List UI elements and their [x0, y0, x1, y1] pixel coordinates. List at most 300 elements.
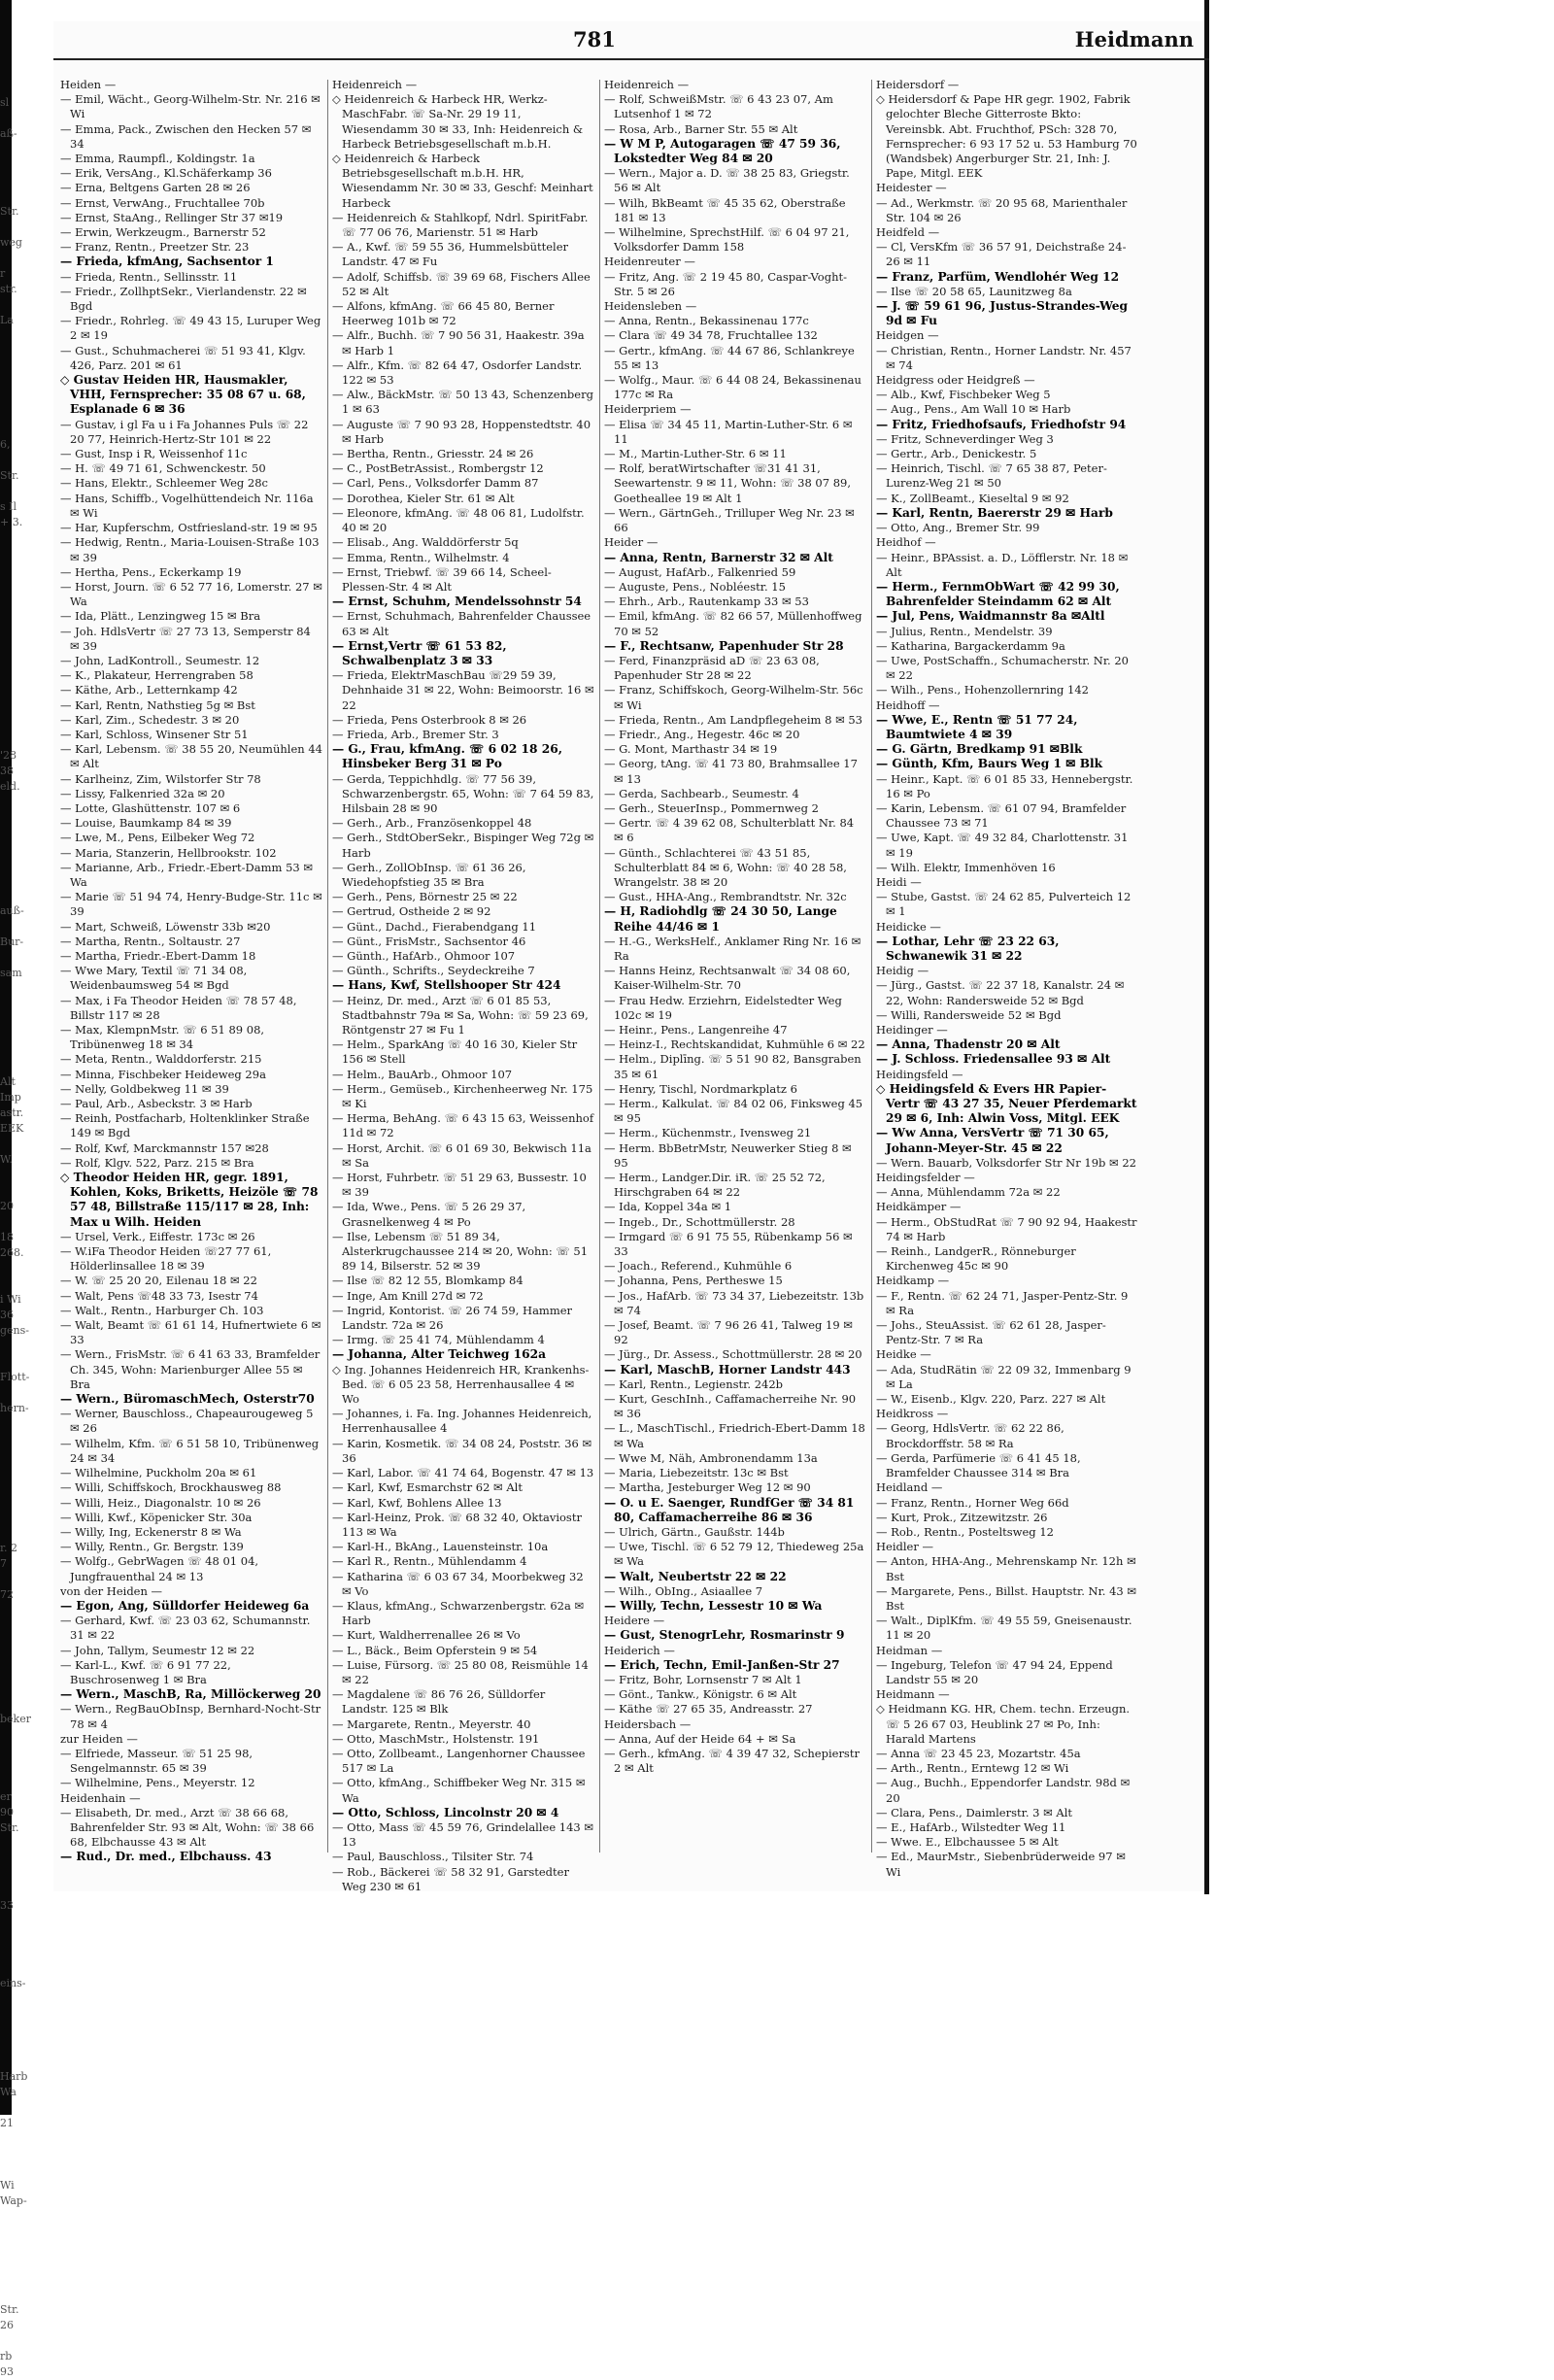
margin-fragment: rb — [0, 2350, 13, 2363]
directory-entry: — Maria, Stanzerin, Hellbrookstr. 102 — [60, 845, 277, 860]
page-header — [53, 21, 1209, 60]
directory-entry: — Gerh., StdtOberSekr., Bispinger Weg 72g ✉ Harb — [332, 831, 594, 860]
margin-fragment: 26 — [0, 2319, 14, 2331]
directory-entry: Heidenreuter — — [604, 255, 695, 269]
directory-entry: — John, LadKontroll., Seumestr. 12 — [60, 653, 260, 667]
column-divider — [599, 80, 600, 1853]
directory-entry: Heidgen — — [876, 328, 939, 343]
directory-entry: — Bertha, Rentn., Griesstr. 24 ✉ 26 — [332, 447, 534, 461]
directory-entry: Heider — — [604, 535, 659, 550]
margin-fragment — [0, 2240, 56, 2256]
directory-entry: — Karl, Rentn, Nathstieg 5g ✉ Bst — [60, 697, 255, 712]
directory-entry: Heidicke — — [876, 919, 941, 934]
margin-fragment: r. 2 — [0, 1542, 18, 1554]
directory-entry: — Frieda, ElektrMaschBau ☏29 59 39, Dehnhaide 31 ✉ 22, Wohn: Beimoorstr. 16 ✉ 22 — [332, 668, 594, 712]
margin-fragment — [0, 2054, 56, 2069]
margin-fragment — [0, 391, 56, 406]
margin-fragment — [0, 1914, 56, 1929]
directory-entry: — Ilse, Lebensm ☏ 51 89 34, Alsterkrugchaussee 214 ✉ 20, Wohn: ☏ 51 89 14, Bilserstr. 52 ✉ 39 — [332, 1229, 589, 1274]
margin-fragment — [0, 2271, 56, 2287]
margin-fragment: eins- — [0, 1977, 26, 1989]
directory-entry: — Alfr., Buchh. ☏ 7 90 56 31, Haakestr. 39a ✉ Harb 1 — [332, 328, 585, 357]
directory-entry: Heidenreich — — [332, 78, 418, 91]
directory-entry: — Karl, Rentn, Baererstr 29 ✉ Harb — [876, 505, 1113, 520]
margin-fragment — [0, 639, 56, 655]
directory-entry: — Helm., Diplīng. ☏ 5 51 90 82, Bansgraben 35 ✉ 61 — [604, 1052, 861, 1081]
directory-entry: — W M P, Autogaragen ☏ 47 59 36, Lokstedter Weg 84 ✉ 20 — [604, 136, 841, 166]
margin-fragment — [0, 251, 56, 266]
directory-entry: — Magdalene ☏ 86 76 26, Sülldorfer Landstr. 125 ✉ Blk — [332, 1687, 546, 1717]
directory-entry: — Anna, Rentn., Bekassinenau 177c — [604, 314, 809, 328]
column-divider — [871, 80, 872, 1853]
directory-entry: — Hanns Heinz, Rechtsanwalt ☏ 34 08 60, Kaiser-Wilhelm-Str. 70 — [604, 964, 851, 993]
margin-fragment: Flott- — [0, 1371, 30, 1383]
directory-entry: Heidi — — [876, 874, 922, 889]
directory-entry: — Auguste ☏ 7 90 93 28, Hoppenstedtstr. 40 ✉ Harb — [332, 417, 591, 446]
directory-entry: — Werner, Bauschloss., Chapeaurougeweg 5 ✉ 26 — [60, 1407, 314, 1436]
margin-fragment — [0, 1028, 56, 1043]
margin-fragment: 38 — [0, 765, 14, 777]
margin-fragment — [0, 561, 56, 577]
directory-entry: — Frieda, Rentn., Sellinsstr. 11 — [60, 269, 238, 284]
directory-entry: — Walt., DiplKfm. ☏ 49 55 59, Gneisenaustr. 11 ✉ 20 — [876, 1614, 1132, 1643]
directory-entry: — Ad., Werkmstr. ☏ 20 95 68, Marienthaler Str. 104 ✉ 26 — [876, 195, 1128, 224]
directory-entry: ◇ Gustav Heiden HR, Hausmakler, VHH, Fernsprecher: 35 08 67 u. 68, Esplanade 6 ✉ 36 — [60, 373, 306, 417]
directory-entry: — M., Martin-Luther-Str. 6 ✉ 11 — [604, 447, 787, 461]
directory-entry: — Nelly, Goldbekweg 11 ✉ 39 — [60, 1081, 229, 1096]
directory-entry: — Ida, Plätt., Lenzingweg 15 ✉ Bra — [60, 609, 261, 624]
margin-fragment: W. — [0, 1153, 13, 1166]
directory-entry: — Josef, Beamt. ☏ 7 96 26 41, Talweg 19 ✉ 92 — [604, 1318, 853, 1347]
directory-entry: — Anna, Thadenstr 20 ✉ Alt — [876, 1037, 1061, 1052]
directory-entry: — Gertr. ☏ 4 39 62 08, Schulterblatt Nr. 84 ✉ 6 — [604, 816, 855, 845]
margin-fragment — [0, 1696, 56, 1712]
directory-entry: Heidinger — — [876, 1023, 948, 1037]
directory-entry: — Herm., Gemüseb., Kirchenheerweg Nr. 175 ✉ Ki — [332, 1081, 593, 1111]
directory-entry: — Clara ☏ 49 34 78, Fruchtallee 132 — [604, 328, 818, 343]
directory-entry: — Louise, Baumkamp 84 ✉ 39 — [60, 816, 232, 831]
margin-fragment — [0, 484, 56, 499]
scan-margin — [1209, 0, 1554, 1899]
directory-entry: — Gust., HHA-Ang., Rembrandtstr. Nr. 32c — [604, 890, 847, 904]
directory-entry: — Wwe M, Näh, Ambronendamm 13a — [604, 1450, 818, 1465]
directory-entry: Heidingsfelder — — [876, 1171, 975, 1185]
margin-fragment — [0, 608, 56, 624]
directory-entry: — Martha, Jesteburger Weg 12 ✉ 90 — [604, 1480, 811, 1495]
directory-entry: — Wilh., Pens., Hohenzollernring 142 — [876, 683, 1089, 697]
margin-fragment — [0, 1059, 56, 1074]
margin-fragment: Bur- — [0, 935, 24, 948]
directory-entry: — Ernst, Schuhm, Mendelssohnstr 54 — [332, 595, 582, 609]
margin-fragment — [0, 1743, 56, 1758]
directory-entry: — Ferd, Finanzpräsid aD ☏ 23 63 08, Papenhuder Str 28 ✉ 22 — [604, 653, 820, 683]
directory-entry: — Heinz-I., Rechtskandidat, Kuhmühle 6 ✉ 22 — [604, 1037, 865, 1052]
directory-entry: — Hans, Kwf, Stellshooper Str 424 — [332, 978, 561, 993]
directory-entry: — Otto, MaschMstr., Holstenstr. 191 — [332, 1731, 540, 1746]
directory-entry: — Anna, Mühlendamm 72a ✉ 22 — [876, 1185, 1061, 1200]
directory-entry: — Helm., SparkAng ☏ 40 16 30, Kieler Str 156 ✉ Stell — [332, 1037, 578, 1067]
directory-entry: — L., MaschTischl., Friedrich-Ebert-Damm 18 ✉ Wa — [604, 1421, 865, 1450]
directory-entry: — Walt, Beamt ☏ 61 61 14, Hufnertwiete 6 ✉ 33 — [60, 1318, 321, 1347]
directory-entry: Heidfeld — — [876, 225, 940, 240]
directory-entry: — Karl, Kwf, Esmarchstr 62 ✉ Alt — [332, 1480, 523, 1495]
directory-entry: — Ernst, Triebwf. ☏ 39 66 14, Scheel-Plessen-Str. 4 ✉ Alt — [332, 564, 552, 594]
directory-entry: — Gust., Schuhmacherei ☏ 51 93 41, Klgv. 426, Parz. 201 ✉ 61 — [60, 343, 306, 372]
directory-entry: — Otto, Zollbeamt., Langenhorner Chaussee 517 ✉ La — [332, 1746, 586, 1776]
directory-entry: — Gerda, Sachbearb., Seumestr. 4 — [604, 786, 799, 800]
directory-entry: — Gerda, Teppichhdlg. ☏ 77 56 39, Schwarzenbergstr. 65, Wohn: ☏ 7 64 59 83, Hilsbain 28 ✉ 90 — [332, 771, 594, 815]
margin-fragment — [0, 1960, 56, 1976]
margin-fragment — [0, 686, 56, 701]
directory-entry: — Johs., SteuAssist. ☏ 62 61 28, Jasper-Pentz-Str. 7 ✉ Ra — [876, 1318, 1106, 1347]
margin-fragment: Str. — [0, 205, 19, 218]
margin-fragment — [0, 2209, 56, 2225]
directory-entry: — Anna ☏ 23 45 23, Mozartstr. 45a — [876, 1746, 1081, 1760]
directory-entry: — Gerh., Pens, Börnestr 25 ✉ 22 — [332, 890, 518, 904]
directory-entry: Heidhof — — [876, 535, 936, 550]
directory-entry: — Jul, Pens, Waidmannstr 8a ✉Altl — [876, 609, 1105, 624]
directory-entry: — Friedr., Ang., Hegestr. 46c ✉ 20 — [604, 727, 800, 741]
directory-entry: — Mart, Schweiß, Löwenstr 33b ✉20 — [60, 919, 271, 934]
directory-entry: — Gertr., kfmAng. ☏ 44 67 86, Schlankreye 55 ✉ 13 — [604, 343, 855, 372]
directory-entry: — Ed., MaurMstr., Siebenbrüderweide 97 ✉ Wi — [876, 1850, 1126, 1879]
directory-entry: — Max, i Fa Theodor Heiden ☏ 78 57 48, Billstr 117 ✉ 28 — [60, 993, 297, 1022]
directory-entry: — Frau Hedw. Erziehrn, Eidelstedter Weg 102c ✉ 19 — [604, 993, 842, 1022]
margin-fragment: beker — [0, 1713, 31, 1725]
margin-fragment — [0, 1945, 56, 1960]
directory-entry: — Lwe, M., Pens, Eilbeker Weg 72 — [60, 831, 255, 845]
directory-entry: — Heinr., BPAssist. a. D., Löfflerstr. Nr. 18 ✉ Alt — [876, 550, 1129, 579]
directory-entry: ◇ Heidmann KG. HR, Chem. techn. Erzeugn. ☏ 5 26 67 03, Heublink 27 ✉ Po, Inh: Harald Martens — [876, 1702, 1131, 1746]
margin-fragment: r — [0, 267, 6, 280]
directory-entry: — Julius, Rentn., Mendelstr. 39 — [876, 624, 1053, 638]
directory-entry: — H. ☏ 49 71 61, Schwenckestr. 50 — [60, 461, 266, 476]
margin-fragment — [0, 888, 56, 903]
directory-entry: — Ida, Wwe., Pens. ☏ 5 26 29 37, Grasnelkenweg 4 ✉ Po — [332, 1200, 526, 1229]
directory-entry: — Ingeb., Dr., Schottmüllerstr. 28 — [604, 1214, 795, 1229]
directory-entry: — Hedwig, Rentn., Maria-Louisen-Straße 103 ✉ 39 — [60, 535, 320, 564]
directory-entry: — Helm., BauArb., Ohmoor 107 — [332, 1067, 513, 1081]
directory-entry: Heidler — — [876, 1540, 934, 1554]
directory-entry: Heidman — — [876, 1643, 943, 1657]
directory-entry: — Paul, Bauschloss., Tilsiter Str. 74 — [332, 1850, 534, 1864]
margin-fragment — [0, 1572, 56, 1587]
directory-entry: — Rolf, Klgv. 522, Parz. 215 ✉ Bra — [60, 1155, 254, 1170]
directory-entry: — Wern., GärtnGeh., Trilluper Weg Nr. 23 ✉ 66 — [604, 505, 855, 535]
margin-fragment: EEK — [0, 1122, 24, 1135]
margin-fragment — [0, 1354, 56, 1370]
margin-fragment — [0, 1665, 56, 1681]
directory-entry: — Uwe, PostSchaffn., Schumacherstr. Nr. 20 ✉ 22 — [876, 653, 1130, 683]
margin-fragment — [0, 1479, 56, 1494]
directory-entry: — Rolf, SchweißMstr. ☏ 6 43 23 07, Am Lutsenhof 1 ✉ 72 — [604, 92, 833, 121]
scan-right-edge — [1204, 0, 1209, 1894]
margin-fragment — [0, 1447, 56, 1463]
margin-fragment — [0, 919, 56, 935]
directory-entry: — Willy, Rentn., Gr. Bergstr. 139 — [60, 1540, 244, 1554]
directory-entry: — Luise, Fürsorg. ☏ 25 80 08, Reismühle 14 ✉ 22 — [332, 1657, 589, 1686]
margin-fragment — [0, 1681, 56, 1696]
directory-entry: — Wilhelmine, Puckholm 20a ✉ 61 — [60, 1466, 257, 1480]
margin-fragment — [0, 111, 56, 126]
directory-entry: Heidkamp — — [876, 1274, 950, 1288]
directory-entry: — Herma, BehAng. ☏ 6 43 15 63, Weissenhof 11d ✉ 72 — [332, 1111, 594, 1140]
margin-fragment — [0, 1867, 56, 1883]
directory-entry: — Karl, Lebensm. ☏ 38 55 20, Neumühlen 44 ✉ Alt — [60, 742, 322, 771]
directory-entry: — H, Radiohdlg ☏ 24 30 50, Lange Reihe 44/46 ✉ 1 — [604, 904, 837, 934]
directory-entry: — Erik, VersAng., Kl.Schäferkamp 36 — [60, 166, 272, 181]
margin-fragment: er — [0, 1790, 12, 1803]
margin-fragment — [0, 1991, 56, 2007]
directory-entry: — Marie ☏ 51 94 74, Henry-Budge-Str. 11c ✉ 39 — [60, 890, 322, 919]
directory-entry: — Joh. HdlsVertr ☏ 27 73 13, Semperstr 84 ✉ 39 — [60, 624, 311, 653]
directory-entry: — Emil, Wächt., Georg-Wilhelm-Str. Nr. 216 ✉ Wi — [60, 92, 321, 121]
directory-entry: — Willi, Randersweide 52 ✉ Bgd — [876, 1007, 1062, 1022]
margin-fragment — [0, 857, 56, 872]
directory-entry: Heidkross — — [876, 1407, 949, 1421]
directory-entry: — Herm., Kalkulat. ☏ 84 02 06, Finksweg 45 ✉ 95 — [604, 1097, 863, 1126]
directory-entry: — W.iFa Theodor Heiden ☏27 77 61, Hölderlinsallee 18 ✉ 39 — [60, 1244, 272, 1274]
margin-fragment: Wa — [0, 2086, 17, 2098]
directory-entry: — Fritz, Ang. ☏ 2 19 45 80, Caspar-Voght-Str. 5 ✉ 26 — [604, 269, 847, 298]
margin-fragment — [0, 1214, 56, 1230]
directory-entry: — H.-G., WerksHelf., Anklamer Ring Nr. 16 ✉ Ra — [604, 934, 861, 963]
margin-fragment: i Wi — [0, 1293, 21, 1306]
directory-entry: — Rud., Dr. med., Elbchauss. 43 — [60, 1850, 272, 1864]
margin-fragment: 72 — [0, 1588, 14, 1601]
margin-fragment — [0, 2225, 56, 2240]
margin-fragment: hern- — [0, 1402, 29, 1414]
directory-entry: — Günth., Schrifts., Seydeckreihe 7 — [332, 964, 535, 978]
margin-fragment — [0, 795, 56, 810]
directory-entry: — Alfr., Kfm. ☏ 82 64 47, Osdorfer Landstr. 122 ✉ 53 — [332, 357, 583, 388]
directory-entry: — Ernst, VerwAng., Fruchtallee 70b — [60, 195, 265, 210]
directory-entry: — Margarete, Rentn., Meyerstr. 40 — [332, 1717, 531, 1731]
directory-entry: — Emma, Raumpfl., Koldingstr. 1a — [60, 152, 255, 166]
directory-entry: Heidersdorf — — [876, 78, 960, 91]
directory-entry: — F., Rentn. ☏ 62 24 71, Jasper-Pentz-Str. 9 ✉ Ra — [876, 1288, 1129, 1317]
directory-entry: — Otto, kfmAng., Schiffbeker Weg Nr. 315 ✉ Wa — [332, 1776, 586, 1805]
directory-entry: — Gerda, Parfümerie ☏ 6 41 45 18, Bramfelder Chaussee 314 ✉ Bra — [876, 1450, 1081, 1480]
directory-entry: — Jürg., Gastst. ☏ 22 37 18, Kanalstr. 24 ✉ 22, Wohn: Randersweide 52 ✉ Bgd — [876, 978, 1125, 1007]
directory-entry: — Käthe ☏ 27 65 35, Andreasstr. 27 — [604, 1702, 813, 1717]
directory-entry: Heidke — — [876, 1347, 931, 1362]
directory-entry: — Rolf, beratWirtschafter ☏31 41 31, Seewartenstr. 9 ✉ 11, Wohn: ☏ 38 07 89, Goetheallee 19 ✉ Alt 1 — [604, 461, 852, 505]
directory-entry: — Gerh., kfmAng. ☏ 4 39 47 32, Schepierstr 2 ✉ Alt — [604, 1746, 860, 1776]
directory-entry: — Käthe, Arb., Letternkamp 42 — [60, 683, 238, 697]
directory-entry: — O. u E. Saenger, RundfGer ☏ 34 81 80, Caffamacherreihe 86 ✉ 36 — [604, 1495, 855, 1524]
margin-fragment: 90 — [0, 1806, 14, 1819]
margin-fragment — [0, 1494, 56, 1510]
margin-fragment: Harb — [0, 2070, 28, 2083]
directory-entry: — Gönt., Tankw., Königstr. 6 ✉ Alt — [604, 1687, 797, 1702]
directory-entry: — Aug., Pens., Am Wall 10 ✉ Harb — [876, 402, 1071, 417]
margin-fragment — [0, 1385, 56, 1401]
directory-entry: — Anton, HHA-Ang., Mehrenskamp Nr. 12h ✉ Bst — [876, 1554, 1136, 1583]
margin-fragment: Str. — [0, 2303, 19, 2316]
directory-entry: — Karl, MaschB, Horner Landstr 443 — [604, 1362, 851, 1377]
margin-fragment — [0, 1603, 56, 1618]
margin-fragment — [0, 359, 56, 375]
directory-entry: — Reinh., LandgerR., Rönneburger Kirchenweg 45c ✉ 90 — [876, 1244, 1076, 1274]
directory-entry: — Karin, Lebensm. ☏ 61 07 94, Bramfelder Chaussee 73 ✉ 71 — [876, 800, 1127, 831]
directory-entry: — Alfons, kfmAng. ☏ 66 45 80, Berner Heerweg 101b ✉ 72 — [332, 299, 555, 328]
margin-fragment — [0, 1183, 56, 1199]
margin-fragment — [0, 530, 56, 546]
margin-fragment — [0, 2038, 56, 2054]
directory-entry: — Gerh., SteuerInsp., Pommernweg 2 — [604, 800, 819, 815]
directory-entry: — Irmgard ☏ 6 91 75 55, Rübenkamp 56 ✉ 33 — [604, 1229, 853, 1259]
directory-entry: — Horst, Fuhrbetr. ☏ 51 29 63, Bussestr. 10 ✉ 39 — [332, 1171, 587, 1200]
margin-fragment — [0, 546, 56, 561]
running-head: Heidmann — [1074, 27, 1194, 51]
directory-entry: — Walt, Pens ☏48 33 73, Isestr 74 — [60, 1288, 258, 1303]
directory-entry: — Herm., Landger.Dir. iR. ☏ 25 52 72, Hirschgraben 64 ✉ 22 — [604, 1171, 826, 1200]
directory-entry: — Fritz, Schneverdinger Weg 3 — [876, 431, 1054, 446]
directory-entry: — Alw., BäckMstr. ☏ 50 13 43, Schenzenberg 1 ✉ 63 — [332, 388, 593, 417]
margin-fragment: gens- — [0, 1324, 29, 1337]
margin-fragment — [0, 220, 56, 235]
directory-entry: — Wern., Major a. D. ☏ 38 25 83, Griegstr. 56 ✉ Alt — [604, 166, 850, 195]
directory-entry: — Wern., MaschB, Ra, Millöckerweg 20 — [60, 1687, 321, 1702]
directory-entry: Heiden — — [60, 78, 117, 91]
margin-fragment — [0, 1727, 56, 1743]
directory-entry: — Max, KlempnMstr. ☏ 6 51 89 08, Tribünenweg 18 ✉ 34 — [60, 1023, 265, 1052]
margin-fragment — [0, 997, 56, 1012]
directory-entry: — Ehrh., Arb., Rautenkamp 33 ✉ 53 — [604, 595, 809, 609]
directory-entry: — Karl-L., Kwf. ☏ 6 91 77 22, Buschrosenweg 1 ✉ Bra — [60, 1657, 231, 1686]
directory-entry: — Wwe, E., Rentn ☏ 51 77 24, Baumtwiete 4 ✉ 39 — [876, 712, 1078, 741]
margin-fragment — [0, 142, 56, 157]
directory-entry: — Günth., Schlachterei ☏ 43 51 85, Schulterblatt 84 ✉ 6, Wohn: ☏ 40 28 58, Wrangelstr. 38 ✉ 20 — [604, 845, 847, 889]
directory-entry: — Horst, Journ. ☏ 6 52 77 16, Lomerstr. 27 ✉ Wa — [60, 579, 322, 609]
directory-entry: — Friedr., Rohrleg. ☏ 49 43 15, Luruper Weg 2 ✉ 19 — [60, 314, 321, 343]
margin-fragment — [0, 1168, 56, 1183]
directory-entry: — Ww Anna, VersVertr ☏ 71 30 65, Johann-Meyer-Str. 45 ✉ 22 — [876, 1126, 1109, 1155]
directory-entry: Heidensleben — — [604, 299, 697, 314]
directory-entry: — Elisabeth, Dr. med., Arzt ☏ 38 66 68, Bahrenfelder Str. 93 ✉ Alt, Wohn: ☏ 38 66 68, Elbchausse 43 ✉ Alt — [60, 1805, 315, 1850]
directory-entry: — G. Mont, Marthastr 34 ✉ 19 — [604, 742, 778, 757]
directory-entry: — Gerhard, Kwf. ☏ 23 03 62, Schumannstr. 31 ✉ 22 — [60, 1614, 311, 1643]
directory-entry: — Franz, Rentn., Preetzer Str. 23 — [60, 240, 250, 255]
directory-entry: — Meta, Rentn., Walddorferstr. 215 — [60, 1052, 262, 1067]
directory-entry: — Ingeburg, Telefon ☏ 47 94 24, Eppend Landstr 55 ✉ 20 — [876, 1657, 1113, 1686]
margin-fragment: '28 — [0, 749, 17, 762]
margin-fragment — [0, 1432, 56, 1447]
margin-fragment — [0, 2100, 56, 2116]
directory-entry: — Günt., FrisMstr., Sachsentor 46 — [332, 934, 526, 948]
directory-entry: — Johannes, i. Fa. Ing. Johannes Heidenreich, Herrenhausallee 4 — [332, 1407, 592, 1436]
directory-entry: — Katharina, Bargackerdamm 9a — [876, 638, 1065, 653]
directory-entry: — Elisa ☏ 34 45 11, Martin-Luther-Str. 6 ✉ 11 — [604, 417, 853, 446]
directory-entry: — Wilhelmine, SprechstHilf. ☏ 6 04 97 21, Volksdorfer Damm 158 — [604, 225, 850, 255]
directory-entry: — Ernst,Vertr ☏ 61 53 82, Schwalbenplatz 3 ✉ 33 — [332, 638, 507, 667]
directory-entry: — Ursel, Verk., Eiffestr. 173c ✉ 26 — [60, 1229, 255, 1243]
margin-fragment: eld. — [0, 780, 20, 793]
directory-entry: — Frieda, Rentn., Am Landpflegeheim 8 ✉ 53 — [604, 712, 862, 727]
margin-fragment — [0, 950, 56, 966]
margin-fragment — [0, 1043, 56, 1059]
directory-entry: — Katharina ☏ 6 03 67 34, Moorbekweg 32 ✉ Vo — [332, 1569, 584, 1598]
directory-entry: — August, HafArb., Falkenried 59 — [604, 564, 796, 579]
directory-entry: — Martha, Friedr.-Ebert-Damm 18 — [60, 948, 256, 963]
directory-entry: — Georg, tAng. ☏ 41 73 80, Brahmsallee 17 ✉ 13 — [604, 757, 858, 786]
margin-fragment — [0, 1463, 56, 1479]
directory-entry: — Elfriede, Masseur. ☏ 51 25 98, Sengelmannstr. 65 ✉ 39 — [60, 1746, 253, 1776]
directory-entry: — Friedr., ZollhptSekr., Vierlandenstr. 22 ✉ Bgd — [60, 284, 307, 314]
directory-entry: — Wern. Bauarb, Volksdorfer Str Nr 19b ✉ 22 — [876, 1155, 1136, 1170]
margin-fragment: Str. — [0, 469, 19, 482]
directory-entry: — W. ☏ 25 20 20, Eilenau 18 ✉ 22 — [60, 1274, 257, 1288]
directory-entry: — Otto, Ang., Bremer Str. 99 — [876, 521, 1040, 535]
directory-entry: — Karl, Zim., Schedestr. 3 ✉ 20 — [60, 712, 240, 727]
directory-entry: — Wern., BüromaschMech, Osterstr70 — [60, 1392, 315, 1407]
directory-entry: — Anna, Auf der Heide 64 + ✉ Sa — [604, 1731, 796, 1746]
margin-fragment — [0, 422, 56, 437]
directory-entry: ◇ Heidingsfeld & Evers HR Papier-Vertr ☏ 43 27 35, Neuer Pferdemarkt 29 ✉ 6, Inh: Alwin Voss, Mitgl. EEK — [876, 1081, 1137, 1126]
directory-entry: — Irmg. ☏ 25 41 74, Mühlendamm 4 — [332, 1333, 545, 1347]
directory-entry: — Herm., ObStudRat ☏ 7 90 92 94, Haakestr 74 ✉ Harb — [876, 1214, 1137, 1243]
margin-fragment: 93 — [0, 2365, 14, 2378]
directory-entry: — Carl, Pens., Volksdorfer Damm 87 — [332, 476, 539, 491]
margin-fragment: Wi — [0, 2179, 15, 2192]
directory-entry: — J. ☏ 59 61 96, Justus-Strandes-Weg 9d ✉ Fu — [876, 299, 1129, 328]
directory-entry: — Karl-Heinz, Prok. ☏ 68 32 40, Oktaviostr 113 ✉ Wa — [332, 1510, 582, 1539]
directory-entry: — Ulrich, Gärtn., Gaußstr. 144b — [604, 1524, 785, 1539]
margin-fragment — [0, 1852, 56, 1867]
header-rule — [53, 58, 1209, 60]
directory-entry: Heidere — — [604, 1614, 665, 1628]
directory-entry: von der Heiden — — [60, 1583, 163, 1598]
directory-entry: Heidland — — [876, 1480, 943, 1495]
margin-fragment — [0, 344, 56, 359]
margin-fragment — [0, 297, 56, 313]
directory-entry: — Adolf, Schiffsb. ☏ 39 69 68, Fischers Allee 52 ✉ Alt — [332, 269, 591, 298]
directory-column-1 — [60, 78, 322, 1865]
margin-fragment: 33 — [0, 1899, 14, 1912]
directory-entry: — Rob., Rentn., Posteltsweg 12 — [876, 1524, 1054, 1539]
directory-entry: — G., Frau, kfmAng. ☏ 6 02 18 26, Hinsbeker Berg 31 ✉ Po — [332, 742, 562, 771]
margin-fragment — [0, 157, 56, 173]
margin-fragment: 7 — [0, 1557, 7, 1570]
margin-fragment: 36 — [0, 1309, 14, 1321]
margin-fragment — [0, 1618, 56, 1634]
margin-fragment — [0, 2023, 56, 2038]
directory-entry: — Johanna, Alter Teichweg 162a — [332, 1347, 547, 1362]
directory-entry: — Paul, Arb., Asbeckstr. 3 ✉ Harb — [60, 1097, 253, 1111]
directory-entry: — Wilhelm, Kfm. ☏ 6 51 58 10, Tribünenweg 24 ✉ 34 — [60, 1436, 320, 1465]
directory-entry: — Otto, Mass ☏ 45 59 76, Grindelallee 143 ✉ 13 — [332, 1819, 594, 1850]
directory-entry: — Eleonore, kfmAng. ☏ 48 06 81, Ludolfstr. 40 ✉ 20 — [332, 505, 585, 535]
margin-fragment — [0, 2287, 56, 2302]
directory-column-4 — [876, 78, 1138, 1880]
directory-entry: — Wwe. E., Elbchaussee 5 ✉ Alt — [876, 1835, 1059, 1850]
directory-entry: — K., ZollBeamt., Kieseltal 9 ✉ 92 — [876, 491, 1069, 505]
directory-entry: — Heinr., Kapt. ☏ 6 01 85 33, Hennebergstr. 16 ✉ Po — [876, 771, 1133, 800]
directory-entry: — Georg, HdlsVertr. ☏ 62 22 86, Brockdorffstr. 58 ✉ Ra — [876, 1421, 1064, 1450]
directory-entry: ◇ Heidenreich & Harbeck Betriebsgesellschaft m.b.H. HR, Wiesendamm Nr. 30 ✉ 33, Geschf: Meinhart Harbeck — [332, 152, 593, 210]
directory-entry: Heidersbach — — [604, 1717, 692, 1731]
directory-entry: — Wolfg., GebrWagen ☏ 48 01 04, Jungfrauenthal 24 ✉ 13 — [60, 1554, 259, 1583]
margin-fragment: weg — [0, 236, 22, 249]
margin-fragment — [0, 1137, 56, 1152]
directory-entry: — Hertha, Pens., Eckerkamp 19 — [60, 564, 242, 579]
directory-entry: — C., PostBetrAssist., Rombergstr 12 — [332, 461, 544, 476]
directory-entry: — Cl, VersKfm ☏ 36 57 91, Deichstraße 24-26 ✉ 11 — [876, 240, 1127, 269]
directory-entry: — Karl-H., BkAng., Lauensteinstr. 10a — [332, 1540, 549, 1554]
directory-entry: — Ida, Koppel 34a ✉ 1 — [604, 1200, 732, 1214]
directory-entry: — Gust, Insp i R, Weissenhof 11c — [60, 447, 248, 461]
